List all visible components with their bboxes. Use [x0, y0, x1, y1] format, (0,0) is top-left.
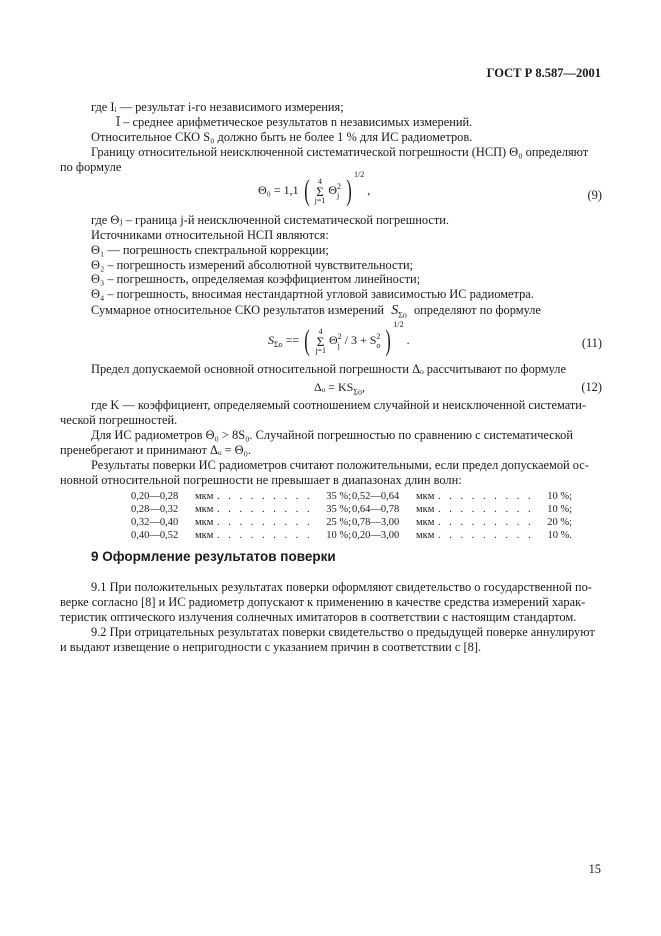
eq11-equals: == [285, 332, 300, 347]
dot-leader: . . . . . . . . . [438, 491, 534, 502]
text-line: Предел допускаемой основной относительной погрешности Δₒ рассчитывают по формуле [91, 362, 566, 376]
dot-leader: . . . . . . . . . [438, 504, 534, 515]
eq11-mid: / 3 + S [344, 332, 377, 347]
unit: мкм [195, 491, 214, 502]
eq9-lhs: Θ₀ = 1,1 [258, 182, 299, 197]
text-span: Суммарное относительное СКО результатов измерений [91, 303, 385, 317]
dot-leader: . . . . . . . . . [438, 517, 534, 528]
equation-9 [258, 169, 371, 207]
sum-sign: Σ [316, 183, 324, 199]
eq11-lhs: S [268, 332, 274, 347]
range: 0,40—0,52 [131, 530, 179, 541]
mid-sup: 2 [376, 332, 381, 341]
unit: мкм [416, 504, 435, 515]
text-span: определяют по формуле [413, 303, 541, 317]
unit: мкм [195, 517, 214, 528]
eq11-tail: . [406, 332, 410, 347]
range: 0,32—0,40 [131, 517, 179, 528]
eq12-text: Δₒ = KS [314, 380, 354, 394]
unit: мкм [195, 530, 214, 541]
ranges-right-column [352, 490, 572, 542]
dot-leader: . . . . . . . . . [217, 530, 313, 541]
text-line: теристик оптического излучения солнечных имитаторов в соответствии с настоящим стандартом. [60, 610, 577, 624]
range-row [352, 490, 572, 503]
ranges-left-column [131, 490, 351, 542]
term-sup: 2 [337, 332, 342, 341]
term-sub: j [337, 191, 340, 200]
text-line: 9.1 При положительных результатах поверки оформляют свидетельство о государственной по- [91, 580, 592, 594]
range-row [352, 503, 572, 516]
range-row [352, 529, 572, 542]
text-line: где Θⱼ – граница j-й неисключенной систематической погрешности. [91, 213, 450, 227]
doc-header-code: ГОСТ Р 8.587—2001 [486, 66, 601, 80]
range-row [131, 503, 351, 516]
text-line: верке согласно [8] и ИС радиометр допускают к применению в качестве средства измерений харак- [60, 595, 586, 609]
equation-12 [314, 380, 365, 395]
unit: мкм [416, 517, 435, 528]
text-line: и выдают извещение о непригодности с указанием причин в соответствии с [8]. [60, 640, 482, 654]
eq12-sub: Σo [353, 387, 362, 397]
equation-number-9: (9) [587, 188, 602, 202]
text-line: Θ₁ — погрешность спектральной коррекции; [91, 243, 329, 257]
percent-value: 10 %; [547, 504, 572, 515]
symbol-s: S [391, 303, 399, 318]
section-heading: 9 Оформление результатов поверки [91, 549, 336, 564]
dot-leader: . . . . . . . . . [217, 491, 313, 502]
range: 0,20—0,28 [131, 491, 179, 502]
text-line: где Iᵢ — результат i-го независимого измерения; [91, 100, 344, 114]
eq11-lhs-sub: Σo [274, 340, 283, 350]
mid-sub: o [376, 341, 381, 350]
range-row [352, 516, 572, 529]
text-line: Ī – среднее арифметическое результатов n независимых измерений. [116, 115, 473, 129]
text-line: Относительное СКО S₀ должно быть не более 1 % для ИС радиометров. [91, 130, 473, 144]
range: 0,78—3,00 [352, 517, 400, 528]
eq11-power: 1/2 [393, 319, 404, 329]
symbol-sub: Σo [398, 310, 407, 320]
sum-upper: 4 [317, 176, 322, 186]
sum-sign: Σ [316, 333, 325, 349]
sum-lower: j=1 [315, 345, 326, 355]
text-line [91, 303, 601, 319]
eq9-sum [315, 178, 326, 205]
text-line: пренебрегают и принимают Δₒ = Θ₀. [60, 443, 252, 457]
eq9-power: 1/2 [354, 169, 365, 179]
range-row [131, 516, 351, 529]
text-line: Источниками относительной НСП являются: [91, 228, 329, 242]
percent-value: 10 %; [547, 491, 572, 502]
sum-lower: j=1 [314, 195, 326, 205]
text-line: по формуле [60, 160, 122, 174]
range: 0,20—3,00 [352, 530, 400, 541]
page-number: 15 [588, 862, 601, 876]
range-row [131, 490, 351, 503]
term-sup: 2 [337, 182, 342, 191]
eq11-sum [315, 328, 326, 355]
right-paren: ) [385, 324, 392, 357]
right-paren: ) [346, 174, 352, 207]
eq12-tail: , [361, 380, 365, 394]
text-line: Θ₄ – погрешность, вносимая нестандартной угловой зависимостью ИС радиометра. [91, 287, 534, 301]
equation-number-11: (11) [581, 336, 602, 350]
percent-value: 35 %; [326, 491, 351, 502]
text-line: новной относительной погрешности не превышает в диапазонах длин волн: [60, 473, 462, 487]
unit: мкм [195, 504, 214, 515]
percent-value: 10 %. [547, 530, 572, 541]
range: 0,28—0,32 [131, 504, 179, 515]
text-line: Границу относительной неисключенной систематической погрешности (НСП) Θ₀ определяют [91, 145, 589, 159]
equation-number-12: (12) [581, 380, 602, 394]
text-line: ческой погрешностей. [60, 413, 178, 427]
dot-leader: . . . . . . . . . [217, 504, 313, 515]
eq11-term: Θ [328, 332, 338, 347]
term-sub: j [337, 341, 340, 350]
text-line: где K — коэффициент, определяемый соотношением случайной и неисключенной системати- [91, 398, 587, 412]
dot-leader: . . . . . . . . . [438, 530, 534, 541]
range: 0,52—0,64 [352, 491, 400, 502]
left-paren: ( [304, 324, 310, 357]
sum-upper: 4 [318, 326, 323, 336]
text-line: Θ₃ – погрешность, определяемая коэффициентом линейности; [91, 272, 421, 286]
eq9-term: Θ [328, 182, 338, 197]
unit: мкм [416, 530, 435, 541]
left-paren: ( [303, 174, 310, 207]
equation-11 [268, 319, 410, 357]
percent-value: 35 %; [326, 504, 351, 515]
text-line: Для ИС радиометров Θ₀ > 8S₀. Случайной погрешностью по сравнению с систематической [91, 428, 573, 442]
range: 0,64—0,78 [352, 504, 400, 515]
dot-leader: . . . . . . . . . [217, 517, 313, 528]
unit: мкм [416, 491, 435, 502]
text-line: Θ₂ – погрешность измерений абсолютной чувствительности; [91, 258, 414, 272]
text-line: Результаты поверки ИС радиометров считают положительными, если предел допускаемой ос- [91, 458, 589, 472]
text-line: 9.2 При отрицательных результатах поверки свидетельство о предыдущей поверке аннулируют [91, 625, 595, 639]
percent-value: 25 %; [326, 517, 351, 528]
percent-value: 20 %; [547, 517, 572, 528]
eq9-tail: , [367, 182, 371, 197]
percent-value: 10 %; [326, 530, 351, 541]
range-row [131, 529, 351, 542]
